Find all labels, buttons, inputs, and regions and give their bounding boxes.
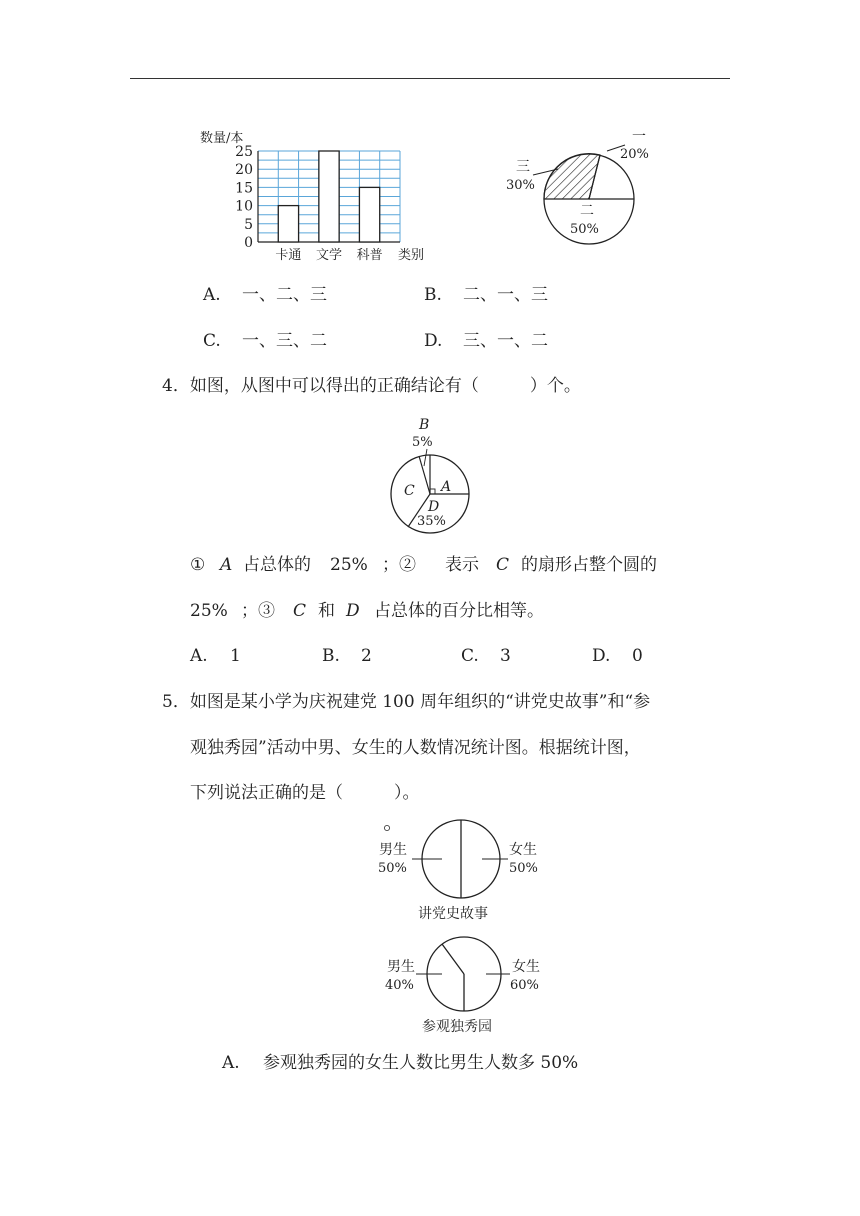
pie-q5-2-female-label: 女生 — [512, 959, 540, 975]
bar-ytick-label: 20 — [235, 162, 253, 179]
q3-option-a-letter: A. — [203, 285, 221, 305]
pie-chart-q5-1 — [370, 820, 560, 930]
q4-option-b-letter: B. — [322, 646, 340, 666]
q4-stmt2-rest: 占总体的百分比相等。 — [374, 601, 544, 621]
q4-option-d-text: 0 — [632, 646, 643, 666]
bar-chart-xlabel: 类别 — [398, 248, 425, 263]
pie-q5-2-male-pct: 40% — [385, 978, 414, 993]
q3-option-a-text: 一、二、三 — [242, 285, 327, 305]
pie-q4-label-d: D — [428, 499, 440, 515]
header-rule — [130, 78, 730, 79]
pie-chart-q5-2 — [370, 936, 560, 1046]
pie-q4-label-a: A — [441, 479, 452, 495]
q4-stmt-a: A — [220, 555, 233, 575]
pie-q3-pct-2: 50% — [570, 222, 599, 237]
q4-stmt-p2: 占总体的 — [243, 555, 311, 575]
q4-stmt-p6: 的扇形占整个圆的 — [521, 555, 657, 575]
q4-stmt-circle1: ① — [190, 555, 206, 575]
q3-option-b-text: 二、一、三 — [463, 285, 548, 305]
pie-q5-2-title: 参观独秀园 — [422, 1019, 492, 1035]
bar-ytick-label: 10 — [235, 198, 253, 215]
bar-category-label: 文学 — [315, 248, 343, 263]
bar-ytick-label: 0 — [244, 235, 253, 251]
q4-option-c-letter: C. — [461, 646, 479, 666]
pie-q5-1-female-label: 女生 — [509, 842, 537, 858]
bar-category-label: 卡通 — [275, 248, 302, 263]
pie-q4-pct-d: 35% — [417, 514, 446, 529]
q5-line2: 观独秀园”活动中男、女生的人数情况统计图。根据统计图， — [190, 738, 641, 758]
q3-option-c-letter: C. — [203, 331, 221, 351]
q4-stem: 4．如图，从图中可以得出的正确结论有（ ）个。 — [162, 376, 581, 396]
pie-q5-1-title: 讲党史故事 — [418, 906, 488, 922]
q4-option-a-letter: A. — [190, 646, 208, 666]
q4-stmt2-pct: 25% — [190, 601, 228, 621]
q4-stmt-p4: ；② — [382, 555, 416, 575]
bar-3 — [359, 187, 379, 242]
pie-q3-pct-1: 20% — [620, 147, 649, 162]
pie-q5-2-female-pct: 60% — [510, 978, 539, 993]
pie-q4-label-c: C — [404, 483, 415, 499]
q4-stmt2-circle3: ；③ — [241, 601, 275, 621]
pie-q3-label-2: 二 — [580, 203, 594, 219]
pie-chart-q3 — [500, 125, 680, 245]
q4-stmt-p3: 25% — [330, 555, 368, 575]
q3-option-b-letter: B. — [424, 285, 442, 305]
bar-2 — [319, 151, 339, 242]
q4-stmt2-d: D — [346, 601, 360, 621]
q3-option-c-text: 一、三、二 — [242, 331, 327, 351]
bar-ytick-label: 5 — [244, 216, 253, 233]
q4-stmt-p5: 表示 — [445, 555, 479, 575]
q4-option-a-text: 1 — [230, 646, 241, 666]
q4-option-c-text: 3 — [500, 646, 511, 666]
q5-line1: 5．如图是某小学为庆祝建党 100 周年组织的“讲党史故事”和“参 — [162, 692, 651, 712]
q3-option-d-letter: D. — [424, 331, 443, 351]
bar-category-label: 科普 — [356, 248, 383, 263]
pie-q4-label-b: B — [419, 417, 430, 433]
bar-1 — [278, 206, 298, 242]
pie-q3-slice-3 — [544, 154, 600, 199]
pie-chart-q4 — [380, 413, 490, 533]
pie-q5-2-male-label: 男生 — [387, 959, 415, 975]
pie-q4-pct-b: 5% — [412, 435, 433, 450]
q5-option-a-letter: A. — [222, 1053, 240, 1073]
pie-q3-label-1: 一 — [632, 129, 646, 145]
bar-chart-ylabel: 数量/本 — [200, 131, 244, 146]
q3-option-d-text: 三、一、二 — [463, 331, 548, 351]
q4-stmt2-and: 和 — [318, 601, 335, 621]
q5-option-a-text: 参观独秀园的女生人数比男生人数多 50% — [263, 1053, 579, 1073]
pie-q3-pct-3: 30% — [506, 178, 535, 193]
q4-option-d-letter: D. — [592, 646, 611, 666]
pie-q5-1-female-pct: 50% — [509, 861, 538, 876]
bar-ytick-label: 15 — [235, 180, 253, 197]
bar-ytick-label: 25 — [235, 144, 253, 160]
pie-q5-1-male-label: 男生 — [379, 842, 407, 858]
pie-q3-label-3: 三 — [516, 159, 530, 175]
pie-q5-1-male-pct: 50% — [378, 861, 407, 876]
q4-stmt-c: C — [496, 555, 510, 575]
bar-chart — [195, 128, 435, 263]
q4-stmt2-c: C — [293, 601, 307, 621]
q4-option-b-text: 2 — [361, 646, 372, 666]
q5-line3: 下列说法正确的是（ ）。 — [190, 783, 420, 803]
